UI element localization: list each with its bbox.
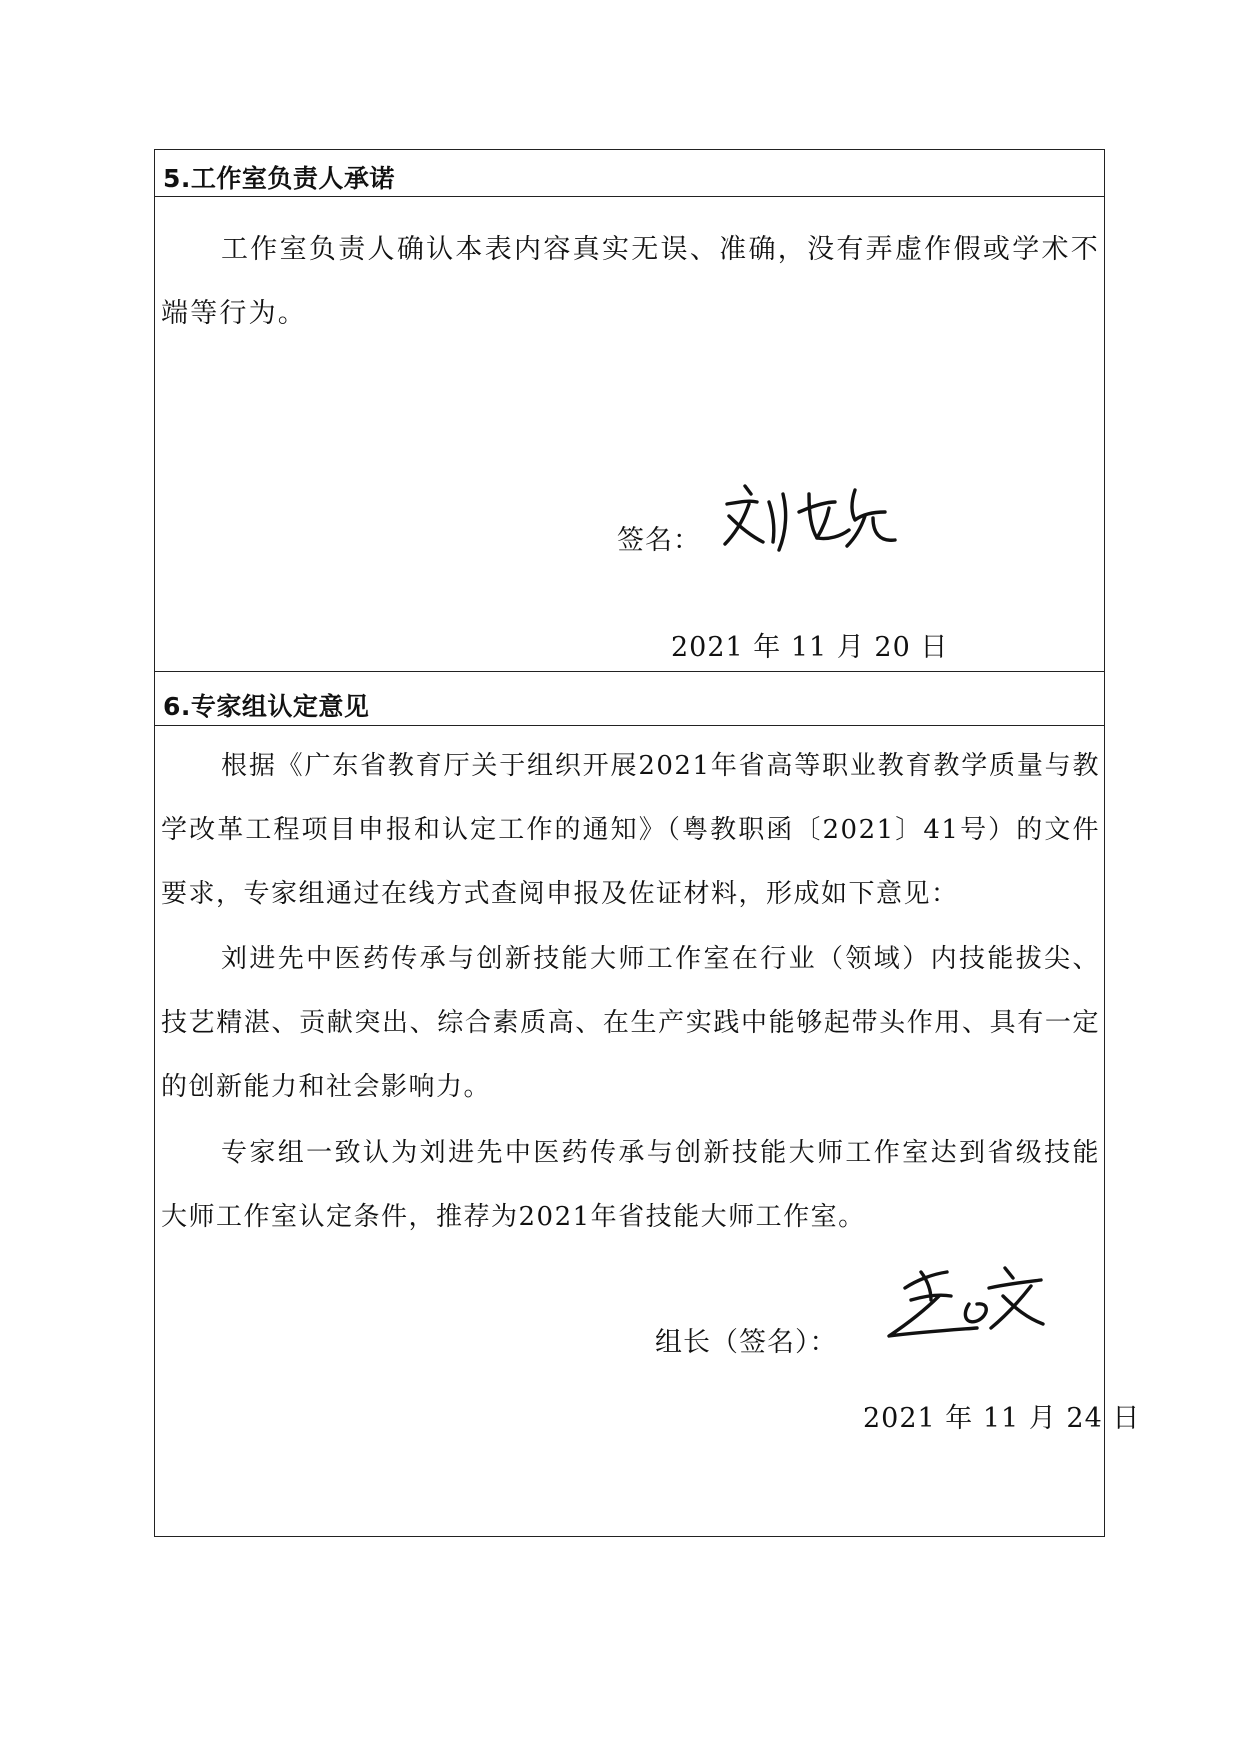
section-5-signature-label: 签名： [617,525,701,556]
section-5-signature-image [715,472,905,562]
form-table [154,149,1141,1537]
section-5-heading: 5.工作室负责人承诺 [163,164,395,193]
section-6-signature-image [881,1260,1071,1350]
section-6-signature-label: 组长（签名）： [655,1327,838,1358]
section-6-paragraph-2: 刘进先中医药传承与创新技能大师工作室在行业（领域）内技能拔尖、技艺精湛、贡献突出、综合素质高、在生产实践中能够起带头作用、具有一定的创新能力和社会影响力。 [161,944,1100,1102]
divider [155,196,1104,197]
divider [155,671,1104,672]
section-6-heading: 6.专家组认定意见 [163,692,370,721]
divider [155,725,1104,726]
section-6-paragraph-3: 专家组一致认为刘进先中医药传承与创新技能大师工作室达到省级技能大师工作室认定条件，推荐为2021年省技能大师工作室。 [161,1138,1100,1232]
section-6-paragraph-1: 根据《广东省教育厅关于组织开展2021年省高等职业教育教学质量与教学改革工程项目申报和认定工作的通知》（粤教职函〔2021〕41号）的文件要求，专家组通过在线方式查阅申报及佐证材料，形成如下意见： [161,751,1100,909]
section-6-date: 2021 年 11 月 24 日 [863,1403,1141,1434]
section-5-statement: 工作室负责人确认本表内容真实无误、准确，没有弄虚作假或学术不端等行为。 [161,234,1100,329]
section-5-date: 2021 年 11 月 20 日 [671,632,949,663]
